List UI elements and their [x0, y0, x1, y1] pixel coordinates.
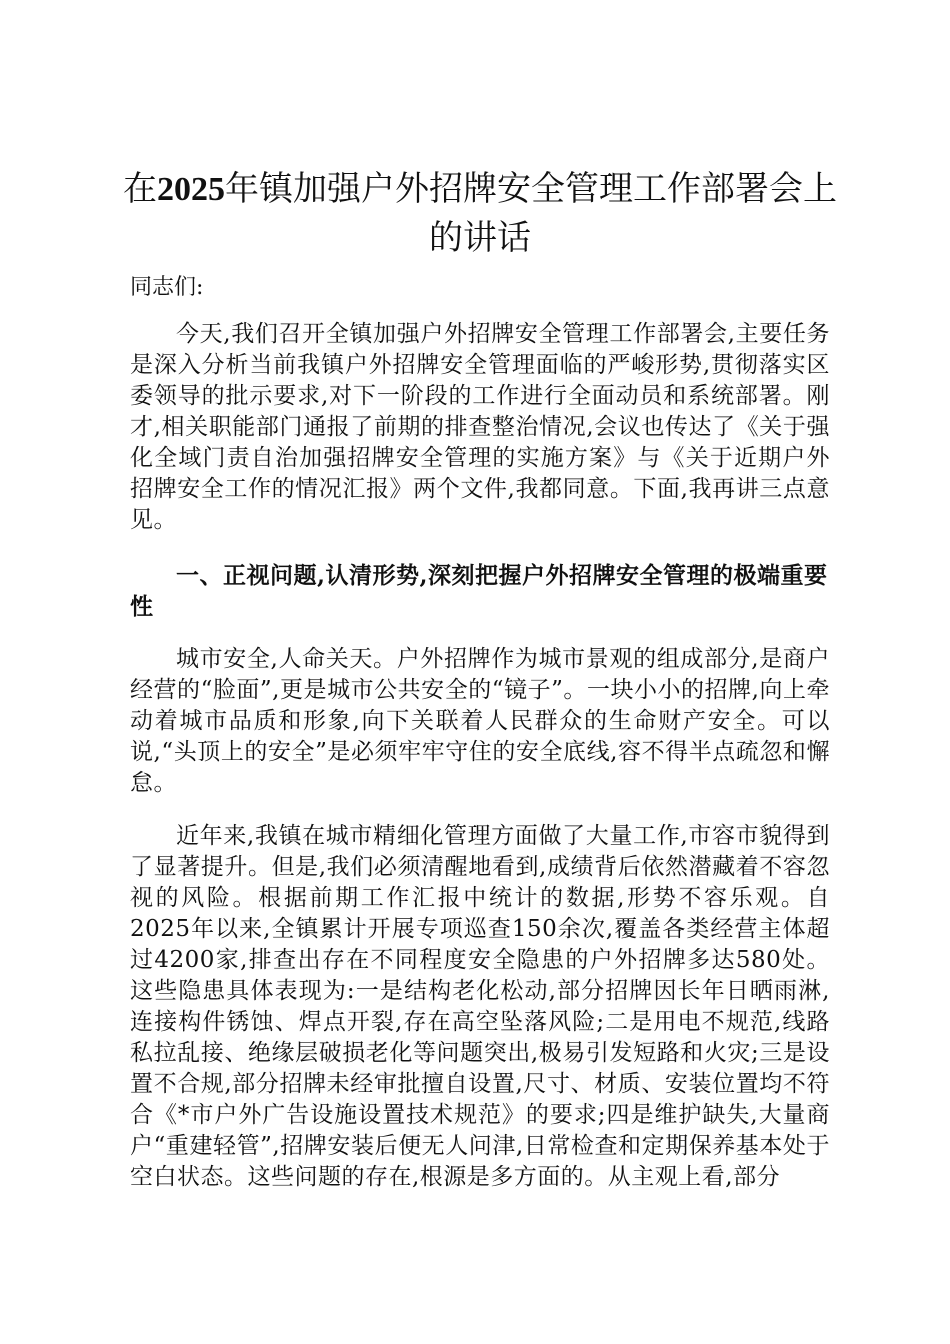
- section1-paragraph-1: 城市安全,人命关天。户外招牌作为城市景观的组成部分,是商户经营的“脸面”,更是城市公共安全的“镜子”。一块小小的招牌,向上牵动着城市品质和形象,向下关联着人民群众的生命财产安全。可以说,“头顶上的安全”是必须牢牢守住的安全底线,容不得半点疏忽和懈怠。: [130, 646, 830, 796]
- title-prefix: 在: [123, 169, 157, 209]
- intro-paragraph: 今天,我们召开全镇加强户外招牌安全管理工作部署会,主要任务是深入分析当前我镇户外招牌安全管理面临的严峻形势,贯彻落实区委领导的批示要求,对下一阶段的工作进行全面动员和系统部署。刚才,相关职能部门通报了前期的排查整治情况,会议也传达了《关于强化全域门责自治加强招牌安全管理的实施方案》与《关于近期户外招牌安全工作的情况汇报》两个文件,我都同意。下面,我再讲三点意见。: [130, 321, 830, 533]
- section-heading-1: 一、正视问题,认清形势,深刻把握户外招牌安全管理的极端重要性: [130, 562, 828, 620]
- title-rest: 年镇加强户外招牌安全管理工作部署会上的讲话: [225, 169, 837, 258]
- section1-paragraph-2: 近年来,我镇在城市精细化管理方面做了大量工作,市容市貌得到了显著提升。但是,我们必须清醒地看到,成绩背后依然潜藏着不容忽视的风险。根据前期工作汇报中统计的数据,形势不容乐观。自2025年以来,全镇累计开展专项巡查150余次,覆盖各类经营主体超过4200家,排查出存在不同程度安全隐患的户外招牌多达580处。这些隐患具体表现为:一是结构老化松动,部分招牌因长年日晒雨淋,连接构件锈蚀、焊点开裂,存在高空坠落风险;二是用电不规范,线路私拉乱接、绝缘层破损老化等问题突出,极易引发短路和火灾;三是设置不合规,部分招牌未经审批擅自设置,尺寸、材质、安装位置均不符合《*市户外广告设施设置技术规范》的要求;四是维护缺失,大量商户“重建轻管”,招牌安装后便无人问津,日常检查和定期保养基本处于空白状态。这些问题的存在,根源是多方面的。从主观上看,部分: [130, 823, 830, 1190]
- document-page: [123, 165, 837, 1193]
- document-title: [120, 165, 840, 262]
- title-year: 2025: [157, 171, 225, 208]
- salutation: 同志们:: [130, 275, 204, 300]
